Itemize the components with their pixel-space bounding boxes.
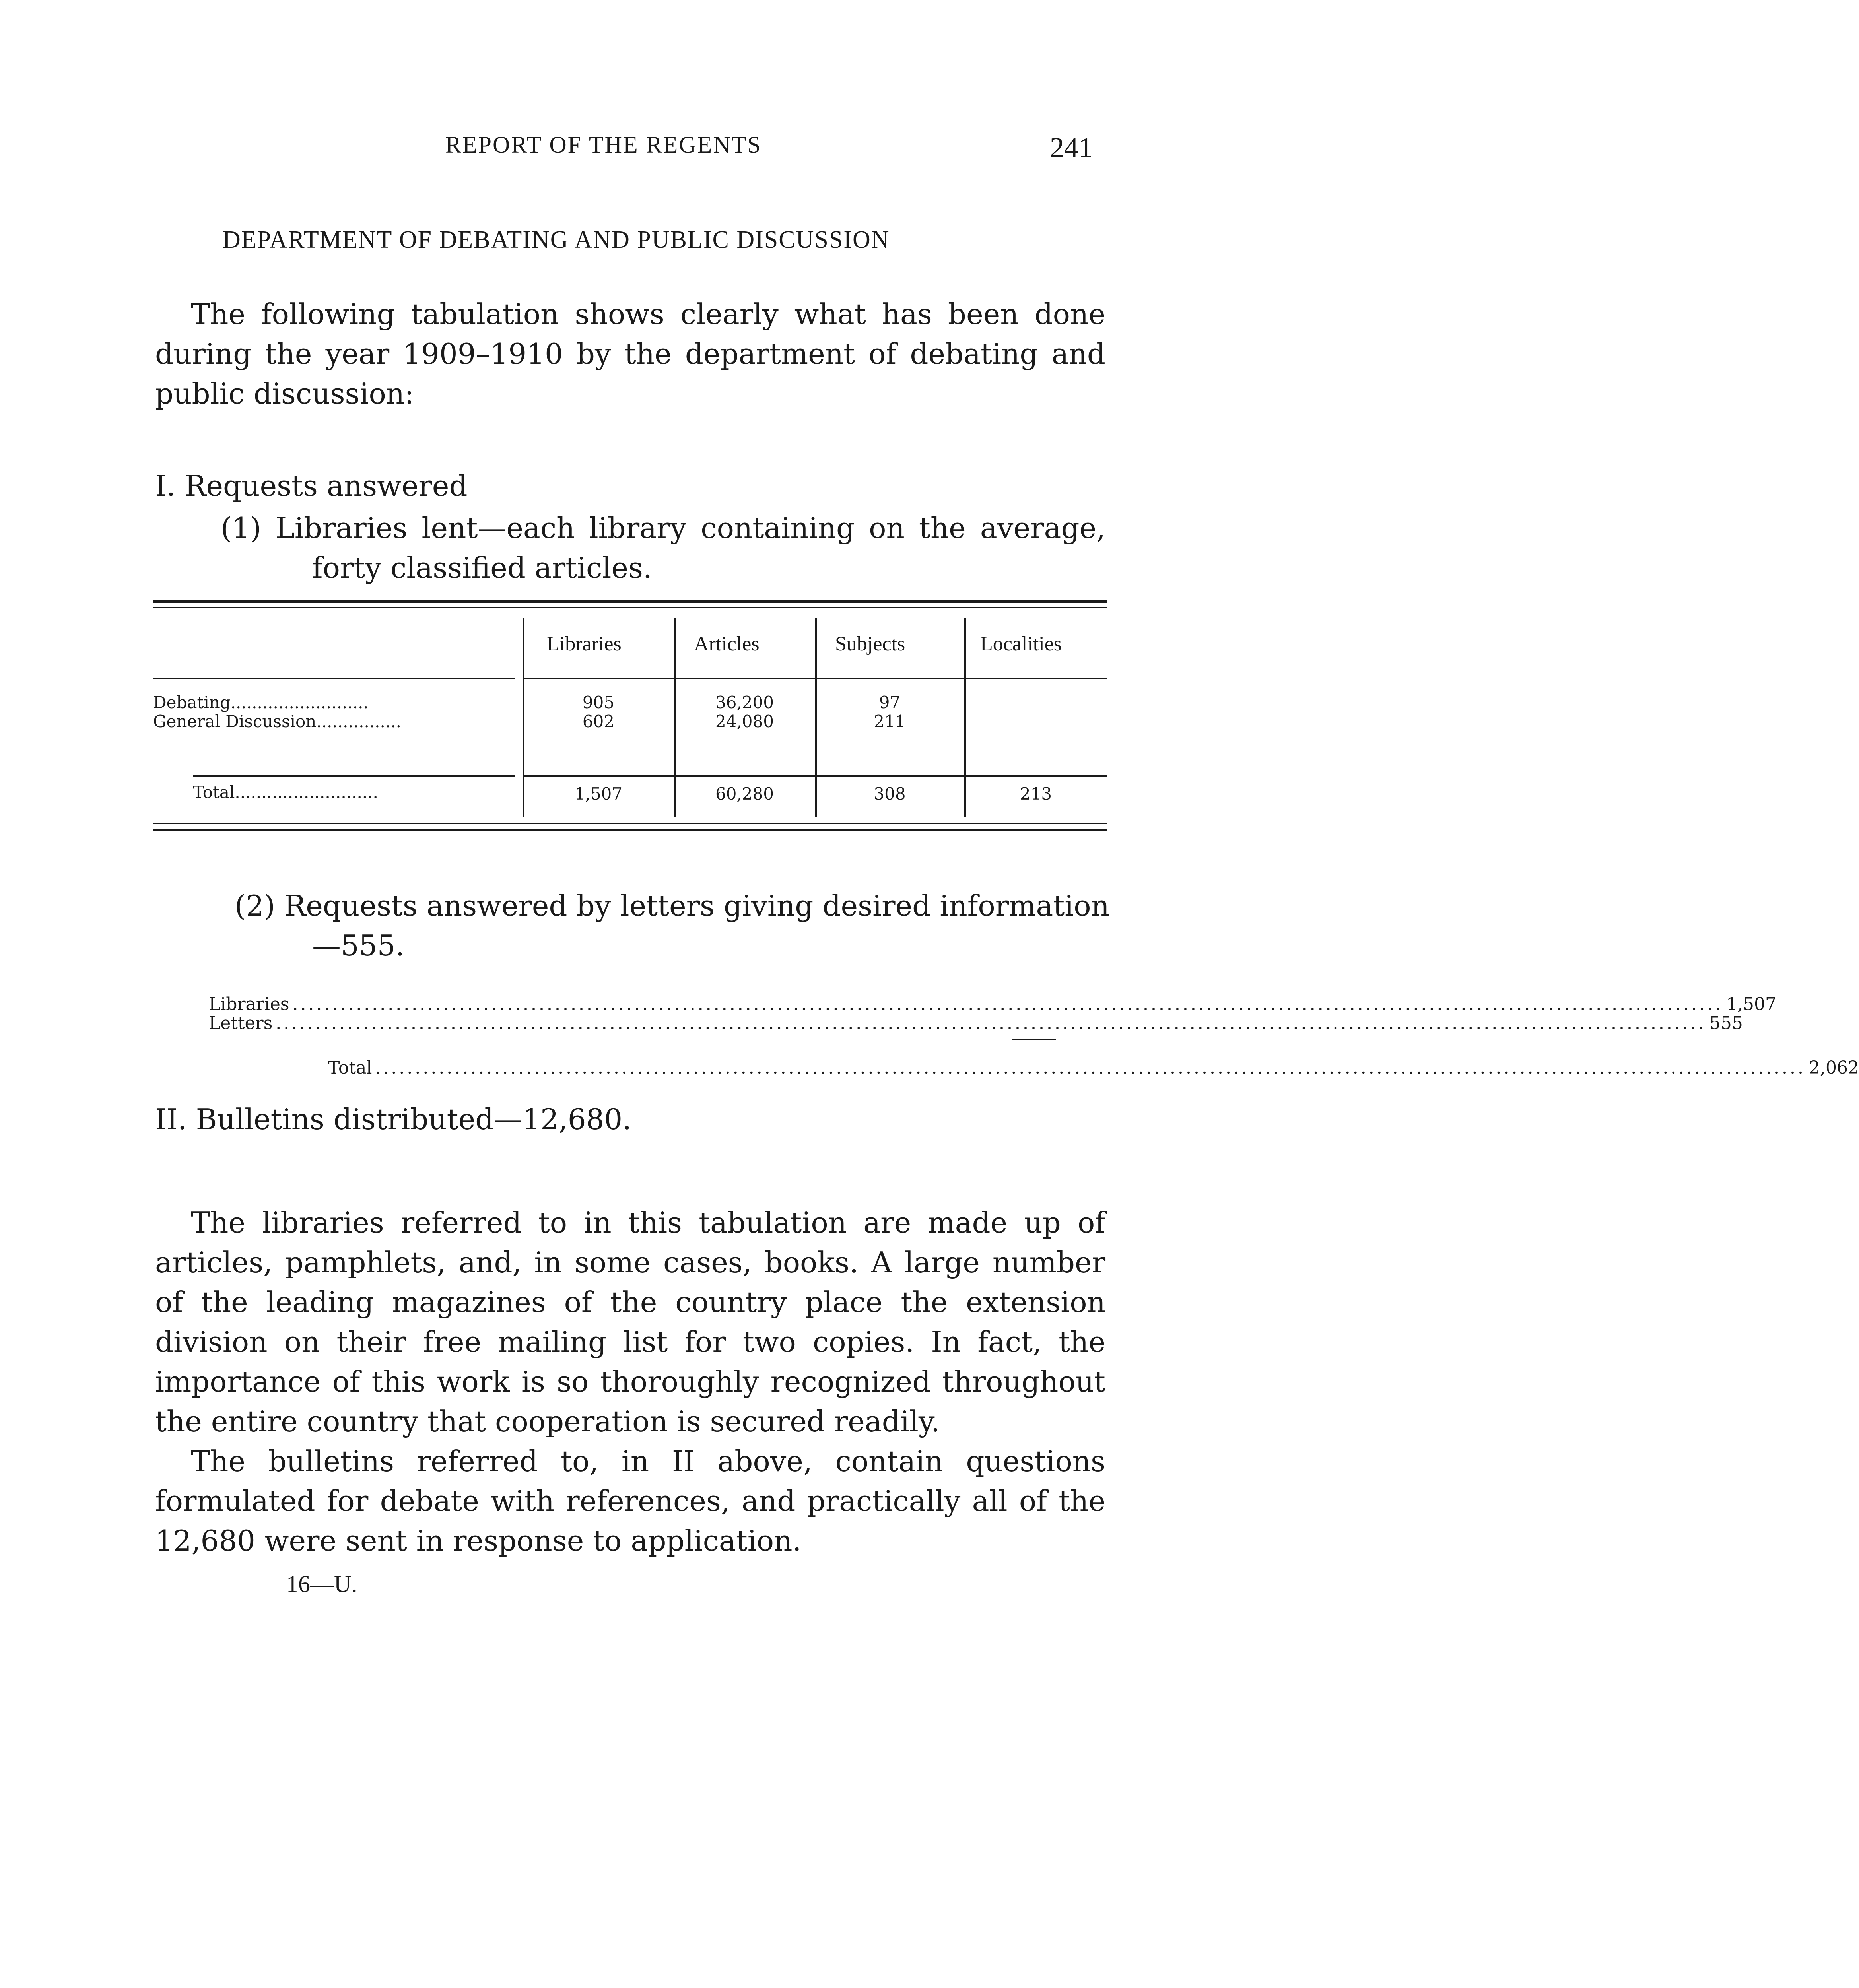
summary-row-total: Total .................................................................................................................................................................................... 2,062 [328, 1058, 1859, 1078]
table-header-libraries: Libraries [547, 633, 622, 655]
table-top-rule [153, 600, 1107, 603]
cell-total-localities: 213 [1020, 784, 1052, 804]
bulletins-distributed: II. Bulletins distributed—12,680. [155, 1103, 632, 1136]
cell-debating-articles: 36,200 [715, 693, 774, 712]
cell-total-articles: 60,280 [715, 784, 774, 804]
cell-debating-subjects: 97 [879, 693, 901, 712]
intro-paragraph: The following tabulation shows clearly what has been done during the year 1909–1910 by the department of debating and public discussion: [155, 297, 1105, 410]
item-libraries-lent: (1) Libraries lent—each library containing on the average, forty classified articles. [221, 511, 1105, 584]
item-letters: (2) Requests answered by letters giving desired information—555. [235, 889, 1109, 962]
table-header-subjects: Subjects [835, 633, 905, 655]
table-row-label-general: General Discussion................ [153, 712, 401, 731]
table-total-rule [193, 775, 515, 777]
table-top-rule-thin [153, 607, 1107, 608]
summary-total-rule [1012, 1039, 1056, 1040]
summary-row-letters: Letters .................................................................................................................................................................................... 555 [209, 1013, 1743, 1033]
running-head-title: REPORT OF THE REGENTS [445, 132, 762, 158]
summary-total-value: 2,062 [1808, 1058, 1859, 1078]
cell-general-articles: 24,080 [715, 712, 774, 731]
table-bottom-rule-thin [153, 823, 1107, 824]
summary-total-label: Total [328, 1058, 372, 1078]
summary-row-libraries: Libraries .................................................................................................................................................................................... 1,507 [209, 994, 1776, 1014]
cell-total-subjects: 308 [874, 784, 906, 804]
page-number: 241 [1050, 132, 1093, 163]
table-total-label: Total........................... [193, 782, 378, 802]
table-header-rule [523, 678, 1107, 679]
table-row-label-debating: Debating.......................... [153, 693, 369, 712]
cell-general-subjects: 211 [874, 712, 906, 731]
cell-general-libraries: 602 [582, 712, 615, 731]
summary-value: 1,507 [1726, 994, 1776, 1014]
cell-debating-libraries: 905 [582, 693, 615, 712]
requests-heading: I. Requests answered [155, 469, 468, 503]
cell-total-libraries: 1,507 [574, 784, 623, 804]
section-title: DEPARTMENT OF DEBATING AND PUBLIC DISCUSSION [223, 226, 890, 253]
libraries-table [153, 600, 1107, 835]
table-header-localities: Localities [980, 633, 1062, 655]
table-bottom-rule [153, 829, 1107, 831]
summary-label: Letters [209, 1013, 273, 1033]
bulletins-paragraph: The bulletins referred to, in II above, contain questions formulated for debate with references, and practically all of the 12,680 were sent in response to application. [155, 1444, 1105, 1557]
libraries-paragraph: The libraries referred to in this tabulation are made up of articles, pamphlets, and, in some cases, books. A large number of the leading magazines of the country place the extension division on their free mailing list for two copies. In fact, the importance of this work is so thoroughly recognized throughout the entire country that cooperation is secured readily. [155, 1206, 1105, 1438]
table-header-articles: Articles [694, 633, 760, 655]
signature-mark: 16—U. [286, 1571, 357, 1597]
summary-value: 555 [1709, 1013, 1743, 1033]
table-total-rule [523, 775, 1107, 777]
table-header-rule [153, 678, 515, 679]
summary-label: Libraries [209, 994, 289, 1014]
